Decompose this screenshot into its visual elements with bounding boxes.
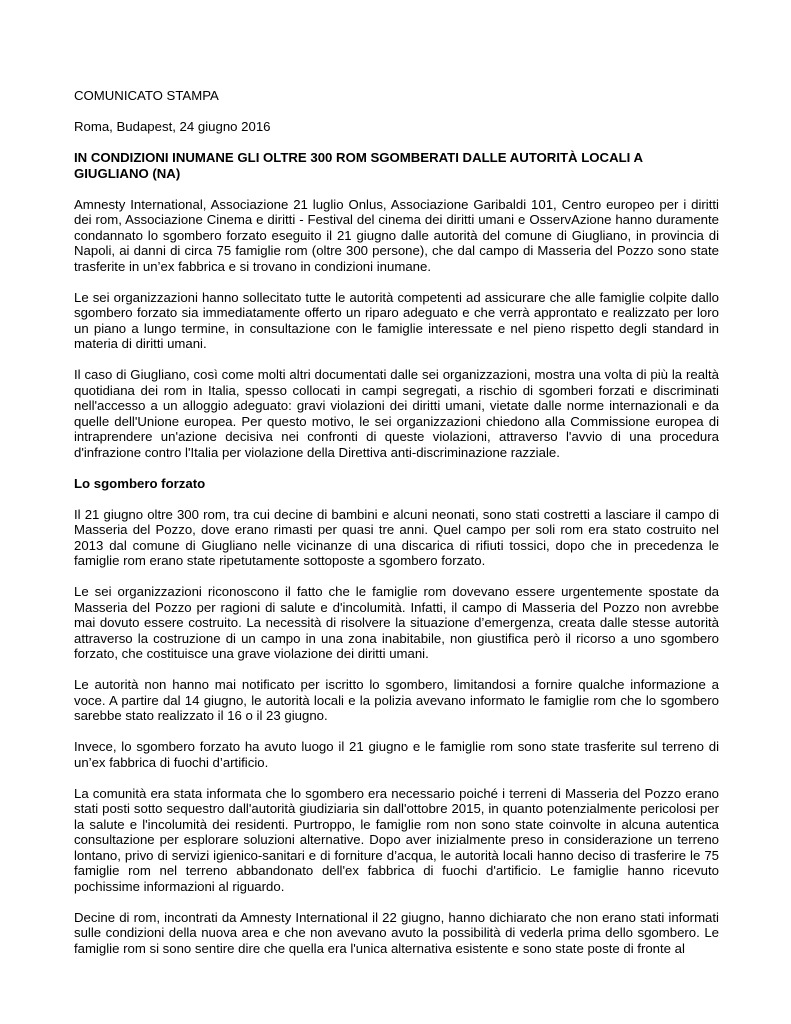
section-paragraph: La comunità era stata informata che lo sgombero era necessario poiché i terreni di Masseria del Pozzo erano stati posti sotto sequestro dall'autorità giudiziaria sin dall'ottobre 2015, in quanto potenzialmente pericolosi per la salute e l'incolumità dei residenti. Purtroppo, le famiglie rom non sono state coinvolte in alcuna autentica consultazione per esplorare soluzioni alternative. Dopo aver inizialmente preso in considerazione un terreno lontano, privo di servizi igienico-sanitari e di forniture d’acqua, le autorità locali hanno deciso di trasferire le 75 famiglie rom nel terreno abbandonato dell'ex fabbrica di fuochi d'artificio. Le famiglie hanno ricevuto pochissime informazioni al riguardo.: [74, 785, 719, 894]
document-title: IN CONDIZIONI INUMANE GLI OLTRE 300 ROM SGOMBERATI DALLE AUTORITÀ LOCALI A GIUGLIANO (NA): [74, 150, 643, 181]
intro-paragraph: Il caso di Giugliano, così come molti altri documentati dalle sei organizzazioni, mostra una volta di più la realtà quotidiana dei rom in Italia, spesso collocati in campi segregati, a rischio di sgomberi forzati e discriminati nell'accesso a un alloggio adeguato: gravi violazioni dei diritti umani, vietate dalle norme internazionali e da quelle dell'Unione europea. Per questo motivo, le sei organizzazioni chiedono alla Commissione europea di intraprendere un'azione decisiva nei confronti di queste violazioni, attraverso l'avvio di una procedura d'infrazione contro l'Italia per violazione della Direttiva anti-discriminazione razziale.: [74, 367, 719, 460]
section-heading: Lo sgombero forzato: [74, 475, 206, 491]
intro-paragraph: Amnesty International, Associazione 21 luglio Onlus, Associazione Garibaldi 101, Centro europeo per i diritti dei rom, Associazione Cinema e diritti - Festival del cinema dei diritti umani e OsservAzione hanno duramente condannato lo sgombero forzato eseguito il 21 giugno dalle autorità del comune di Giugliano, in provincia di Napoli, ai danni di circa 75 famiglie rom (oltre 300 persone), che dal campo di Masseria del Pozzo sono state trasferite in un’ex fabbrica e si trovano in condizioni inumane.: [74, 196, 719, 274]
section-paragraph: Invece, lo sgombero forzato ha avuto luogo il 21 giugno e le famiglie rom sono state trasferite sul terreno di un’ex fabbrica di fuochi d’artificio.: [74, 739, 719, 770]
section-paragraph: Le sei organizzazioni riconoscono il fatto che le famiglie rom dovevano essere urgentemente spostate da Masseria del Pozzo per ragioni di salute e d'incolumità. Infatti, il campo di Masseria del Pozzo non avrebbe mai dovuto essere costruito. La necessità di risolvere la situazione d’emergenza, creata dalle stesse autorità attraverso la costruzione di un campo in una zona inabitabile, non giustifica però il ricorso a uno sgombero forzato, che costituisce una grave violazione dei diritti umani.: [74, 584, 719, 661]
press-release-page: [74, 88, 719, 972]
place-date: Roma, Budapest, 24 giugno 2016: [74, 119, 271, 134]
section-paragraph: Decine di rom, incontrati da Amnesty International il 22 giugno, hanno dichiarato che non erano stati informati sulle condizioni della nuova area e che non avevano avuto la possibilità di vederla prima dello sgombero. Le famiglie rom si sono sentire dire che quella era l'unica alternativa esistente e sono state poste di fronte al: [74, 909, 719, 956]
section-paragraph: Il 21 giugno oltre 300 rom, tra cui decine di bambini e alcuni neonati, sono stati costretti a lasciare il campo di Masseria del Pozzo, dove erano rimasti per quasi tre anni. Quel campo per soli rom era stato costruito nel 2013 dal comune di Giugliano nelle vicinanze di una discarica di rifiuti tossici, dopo che in precedenza le famiglie rom erano state ripetutamente sottoposte a sgombero forzato.: [74, 506, 719, 568]
section-paragraph: Le autorità non hanno mai notificato per iscritto lo sgombero, limitandosi a fornire qualche informazione a voce. A partire dal 14 giugno, le autorità locali e la polizia avevano informato le famiglie rom che lo sgombero sarebbe stato realizzato il 16 o il 23 giugno.: [74, 677, 719, 723]
intro-paragraph: Le sei organizzazioni hanno sollecitato tutte le autorità competenti ad assicurare che alle famiglie colpite dallo sgombero forzato sia immediatamente offerto un riparo adeguato e che verrà approntato e realizzato per loro un piano a lungo termine, in consultazione con le famiglie interessate e nel pieno rispetto degli standard in materia di diritti umani.: [74, 289, 719, 351]
press-release-label: COMUNICATO STAMPA: [74, 88, 219, 103]
